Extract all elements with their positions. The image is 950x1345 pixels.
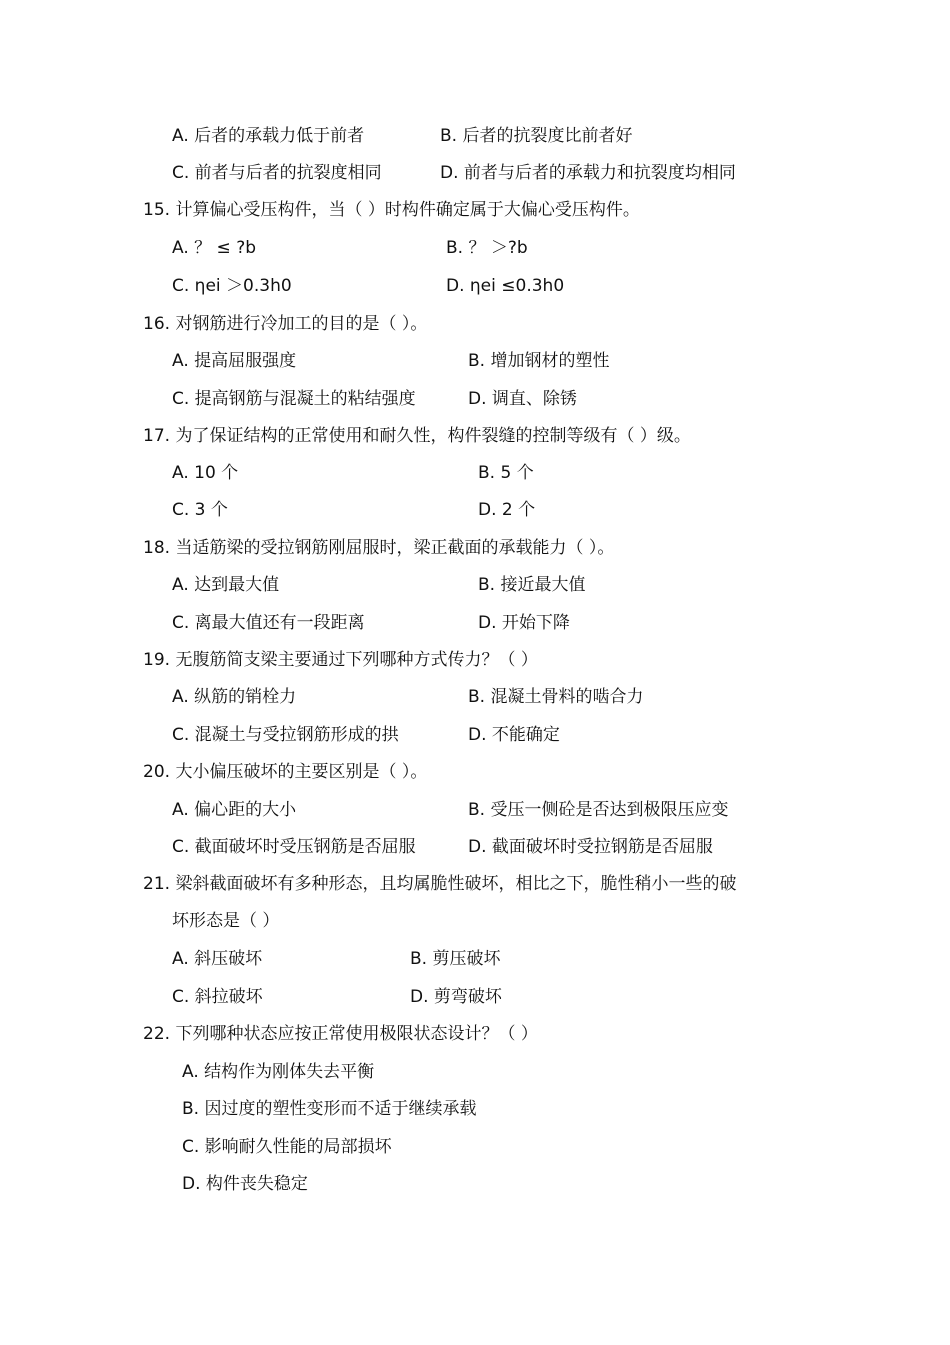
q14-option-d: D. 前者与后者的承载力和抗裂度均相同 — [440, 163, 736, 183]
q18-option-d: D. 开始下降 — [478, 613, 570, 633]
q18-option-a: A. 达到最大值 — [172, 575, 280, 595]
q15-option-b: B. ？ ＞?b — [446, 238, 528, 258]
q20-option-a: A. 偏心距的大小 — [172, 800, 297, 820]
q19-option-d: D. 不能确定 — [468, 725, 560, 745]
q18-option-c: C. 离最大值还有一段距离 — [172, 613, 365, 633]
q19-option-a: A. 纵筋的销栓力 — [172, 687, 297, 707]
q14-option-a: A. 后者的承载力低于前者 — [172, 126, 365, 146]
q17-option-c: C. 3 个 — [172, 500, 228, 520]
q17-stem: 17. 为了保证结构的正常使用和耐久性，构件裂缝的控制等级有（ ）级。 — [143, 426, 691, 446]
q20-option-d: D. 截面破坏时受拉钢筋是否屈服 — [468, 837, 713, 857]
q14-option-c: C. 前者与后者的抗裂度相同 — [172, 163, 382, 183]
q16-stem: 16. 对钢筋进行冷加工的目的是（ ）。 — [143, 314, 428, 334]
q21-option-c: C. 斜拉破坏 — [172, 987, 263, 1007]
q21-option-b: B. 剪压破坏 — [410, 949, 501, 969]
q21-stem-line1: 21. 梁斜截面破坏有多种形态，且均属脆性破坏，相比之下，脆性稍小一些的破 — [143, 874, 737, 894]
q22-stem: 22. 下列哪种状态应按正常使用极限状态设计？（ ） — [143, 1024, 538, 1044]
q19-stem: 19. 无腹筋简支梁主要通过下列哪种方式传力？（ ） — [143, 650, 538, 670]
q16-option-c: C. 提高钢筋与混凝土的粘结强度 — [172, 389, 416, 409]
q15-stem: 15. 计算偏心受压构件，当（ ）时构件确定属于大偏心受压构件。 — [143, 200, 640, 220]
q19-option-b: B. 混凝土骨料的啮合力 — [468, 687, 644, 707]
q18-option-b: B. 接近最大值 — [478, 575, 586, 595]
q15-option-d: D. ηei ≤0.3h0 — [446, 276, 565, 296]
q22-option-a: A. 结构作为刚体失去平衡 — [182, 1062, 375, 1082]
q17-option-d: D. 2 个 — [478, 500, 536, 520]
q19-option-c: C. 混凝土与受拉钢筋形成的拱 — [172, 725, 399, 745]
q17-option-b: B. 5 个 — [478, 463, 534, 483]
q17-option-a: A. 10 个 — [172, 463, 239, 483]
q22-option-c: C. 影响耐久性能的局部损坏 — [182, 1137, 392, 1157]
q22-option-b: B. 因过度的塑性变形而不适于继续承载 — [182, 1099, 477, 1119]
q21-stem-line2: 坏形态是（ ） — [172, 911, 280, 931]
q15-option-c: C. ηei ＞0.3h0 — [172, 276, 292, 296]
q16-option-b: B. 增加钢材的塑性 — [468, 351, 610, 371]
q14-option-b: B. 后者的抗裂度比前者好 — [440, 126, 633, 146]
q22-option-d: D. 构件丧失稳定 — [182, 1174, 308, 1194]
q16-option-a: A. 提高屈服强度 — [172, 351, 297, 371]
q16-option-d: D. 调直、除锈 — [468, 389, 577, 409]
q18-stem: 18. 当适筋梁的受拉钢筋刚屈服时，梁正截面的承载能力（ ）。 — [143, 538, 615, 558]
q20-option-c: C. 截面破坏时受压钢筋是否屈服 — [172, 837, 416, 857]
q15-option-a: A. ？ ≤ ?b — [172, 238, 257, 258]
q21-option-d: D. 剪弯破坏 — [410, 987, 502, 1007]
q21-option-a: A. 斜压破坏 — [172, 949, 263, 969]
q20-stem: 20. 大小偏压破坏的主要区别是（ ）。 — [143, 762, 428, 782]
q20-option-b: B. 受压一侧砼是否达到极限压应变 — [468, 800, 729, 820]
